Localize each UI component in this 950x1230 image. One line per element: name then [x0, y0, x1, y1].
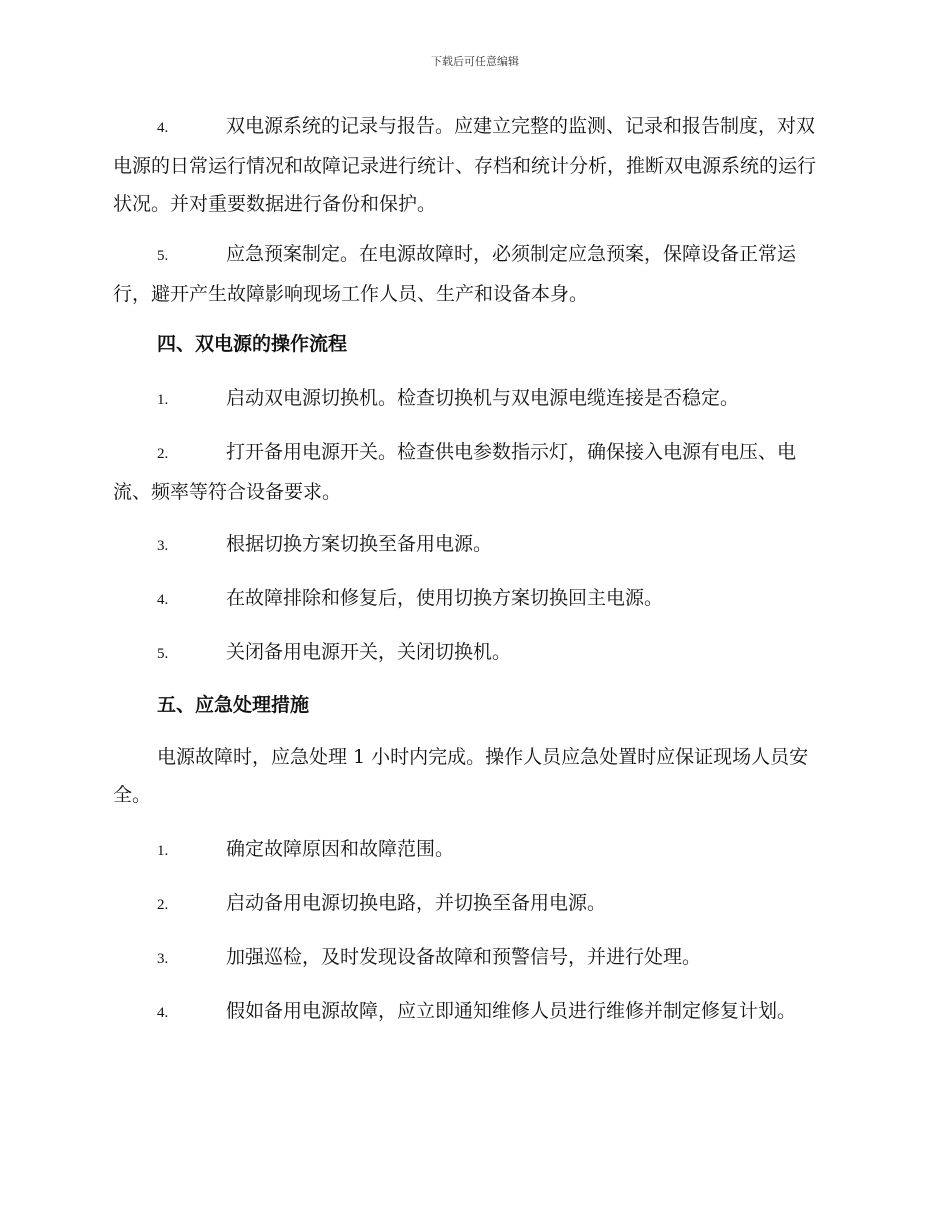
intro-paragraph: 电源故障时，应急处理 1 小时内完成。操作人员应急处置时应保证现场人员安全。 — [113, 746, 809, 806]
item-number: 4. — [157, 1005, 169, 1021]
list-item-5-emergency-plan — [113, 235, 833, 313]
item-text: 双电源系统的记录与报告。应建立完整的监测、记录和报告制度，对双电源的日常运行情况和故障记录进行统计、存档和统计分析，推断双电源系统的运行状况。并对重要数据进行备份和保护。 — [113, 115, 817, 215]
list-item-2-backup-switch — [113, 433, 833, 511]
item-text: 应急预案制定。在电源故障时，必须制定应急预案，保障设备正常运行，避开产生故障影响现场工作人员、生产和设备本身。 — [113, 243, 797, 305]
section-heading-5: 五、应急处理措施 — [157, 694, 310, 716]
list-item-2-start-backup — [113, 884, 833, 924]
item-text: 根据切换方案切换至备用电源。 — [226, 533, 493, 555]
item-number: 5. — [157, 646, 169, 662]
section-heading-4: 四、双电源的操作流程 — [157, 333, 348, 355]
item-text: 确定故障原因和故障范围。 — [226, 838, 455, 860]
item-number: 1. — [157, 392, 169, 408]
item-number: 1. — [157, 843, 169, 859]
item-number: 4. — [157, 120, 169, 136]
item-text: 加强巡检，及时发现设备故障和预警信号，并进行处理。 — [226, 946, 702, 968]
list-item-3-switch-to-backup — [113, 525, 833, 565]
list-item-4-switch-back — [113, 579, 833, 619]
page-header: 下载后可任意编辑 — [431, 55, 519, 68]
list-item-4-repair — [113, 992, 833, 1032]
list-item-3-inspection — [113, 938, 833, 978]
item-number: 4. — [157, 592, 169, 608]
item-number: 3. — [157, 538, 169, 554]
item-text: 启动备用电源切换电路，并切换至备用电源。 — [226, 892, 607, 914]
item-number: 5. — [157, 248, 169, 264]
item-number: 3. — [157, 951, 169, 967]
list-item-1-start — [113, 379, 833, 419]
list-item-4-records — [113, 107, 833, 223]
list-item-1-diagnose — [113, 830, 833, 870]
item-text: 启动双电源切换机。检查切换机与双电源电缆连接是否稳定。 — [226, 387, 740, 409]
item-text: 打开备用电源开关。检查供电参数指示灯，确保接入电源有电压、电流、频率等符合设备要求。 — [113, 441, 797, 503]
list-item-5-shutdown — [113, 633, 833, 673]
item-text: 假如备用电源故障，应立即通知维修人员进行维修并制定修复计划。 — [226, 1000, 797, 1022]
item-number: 2. — [157, 897, 169, 913]
item-text: 关闭备用电源开关，关闭切换机。 — [226, 641, 512, 663]
item-number: 2. — [157, 446, 169, 462]
item-text: 在故障排除和修复后，使用切换方案切换回主电源。 — [226, 587, 664, 609]
